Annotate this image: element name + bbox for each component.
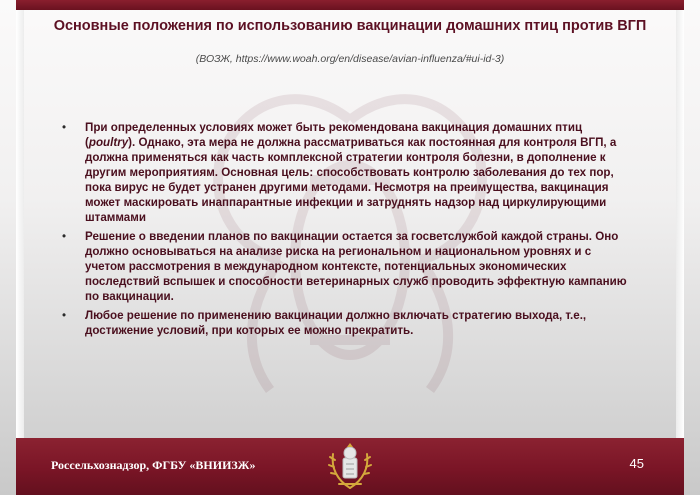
- slide-subtitle-source: (ВОЗЖ, https://www.woah.org/en/disease/avian-influenza/#ui-id-3): [195, 53, 505, 65]
- bullet-item-2: [62, 229, 627, 304]
- frame-left: [16, 10, 24, 438]
- bullet-italic-term: poultry: [88, 136, 129, 149]
- bullet-text: Решение о введении планов по вакцинации остается за госветслужбой каждой страны. Оно должно основываться на анализе риска на региональном и национальном уровнях и с учетом рассмотрения в международном контексте, потенциальных экономических последствий вспышек и способности ветеринарных служб проводить эффектную кампанию по вакцинации.: [85, 230, 627, 303]
- bullet-item-3: [62, 308, 627, 338]
- top-accent-bar: [16, 0, 684, 10]
- page-number: 45: [629, 456, 644, 471]
- frame-right: [676, 10, 684, 438]
- coat-of-arms-emblem-icon: [323, 440, 377, 494]
- footer-organization: Россельхознадзор, ФГБУ «ВНИИЗЖ»: [51, 458, 256, 472]
- bullet-text-part: ). Однако, эта мера не должна рассматриваться как постоянная для контроля ВГП, а должна применяться как часть комплексной стратегии контроля болезни, в дополнение к другим мероприятиям. Основная цель: способствовать контролю заболевания до тех пор, пока вирус не будет устранен другими методами. Несмотря на преимущества, вакцинация может маскировать инаппарантные инфекции и затруднять надзор над циркулирующими штаммами: [85, 136, 617, 224]
- bullet-list: [62, 120, 627, 342]
- bullet-text: Любое решение по применению вакцинации должно включать стратегию выхода, т.е., достижение условий, при которых ее можно прекратить.: [85, 309, 587, 337]
- bullet-marker: •: [62, 230, 67, 243]
- slide-title: Основные положения по использованию вакцинации домашних птиц против ВГП: [53, 18, 647, 34]
- bullet-marker: •: [62, 121, 67, 134]
- bullet-item-1: [62, 120, 627, 225]
- bullet-text-part: При определенных условиях может быть рекомендована вакцинация домашних птиц (: [85, 121, 583, 149]
- footer-bar: [16, 438, 684, 495]
- bullet-marker: •: [62, 309, 67, 322]
